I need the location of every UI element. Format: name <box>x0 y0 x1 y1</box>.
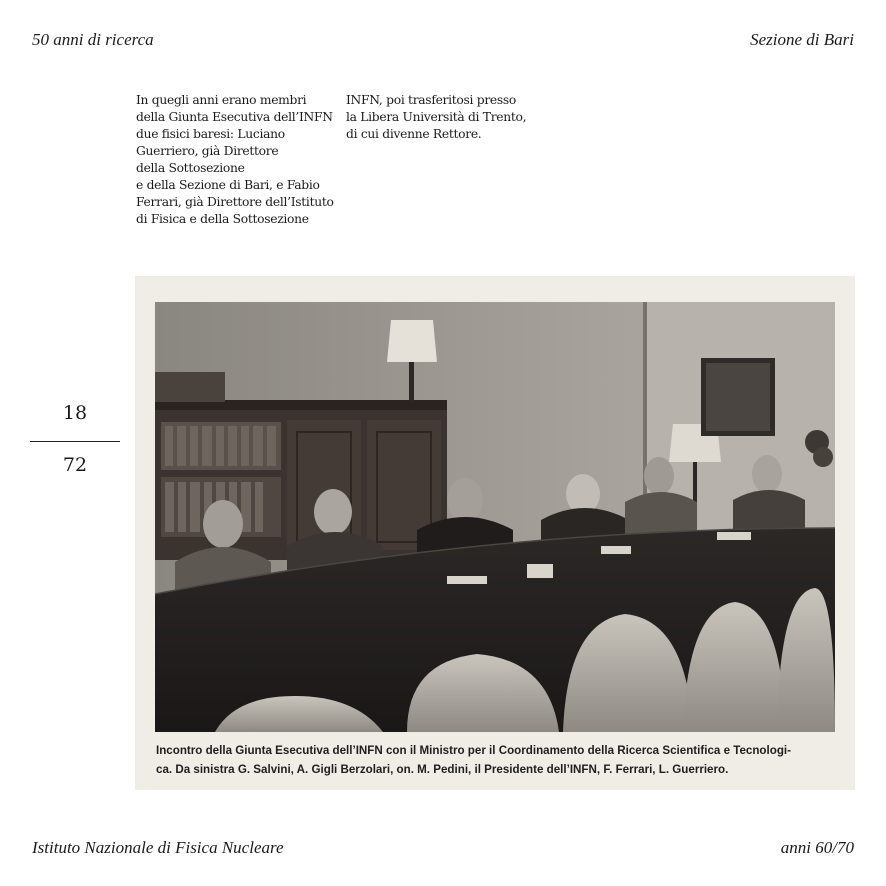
meeting-photo-illustration <box>155 302 835 732</box>
caption-line: ca. Da sinistra G. Salvini, A. Gigli Berzolari, on. M. Pedini, il Presidente dell’INFN, F. Ferrari, L. Guerriero. <box>156 763 729 776</box>
meeting-photo <box>155 302 835 732</box>
page-number-total: 72 <box>62 454 88 476</box>
caption-line: Incontro della Giunta Esecutiva dell’INFN con il Ministro per il Coordinamento della Ricerca Scientifica e Tecnologi- <box>156 744 791 757</box>
page-number-current: 18 <box>62 402 88 424</box>
text-line: di Fisica e della Sottosezione <box>136 212 309 226</box>
text-column-right <box>346 92 536 143</box>
text-line: INFN, poi trasferitosi presso <box>346 93 517 107</box>
text-line: In quegli anni erano membri <box>136 93 307 107</box>
running-footer-publisher: Istituto Nazionale di Fisica Nucleare <box>32 838 284 857</box>
photo-caption <box>156 741 846 779</box>
text-line: Ferrari, già Direttore dell’Istituto <box>136 195 334 209</box>
text-column-left <box>136 92 336 228</box>
running-footer-period: anni 60/70 <box>780 838 854 857</box>
text-line: della Giunta Esecutiva dell’INFN <box>136 110 333 124</box>
text-line: e della Sezione di Bari, e Fabio <box>136 178 320 192</box>
text-line: di cui divenne Rettore. <box>346 127 482 141</box>
text-line: due fisici baresi: Luciano <box>136 127 285 141</box>
text-line: la Libera Università di Trento, <box>346 110 527 124</box>
page-number-divider <box>30 441 120 442</box>
text-line: della Sottosezione <box>136 161 245 175</box>
running-header-title: 50 anni di ricerca <box>32 30 154 49</box>
text-line: Guerriero, già Direttore <box>136 144 279 158</box>
running-header-section: Sezione di Bari <box>750 30 854 49</box>
